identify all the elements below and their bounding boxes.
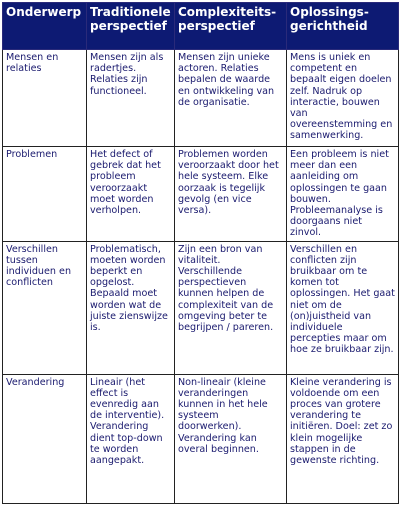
cell-complexiteit: Mensen zijn unieke actoren. Relaties bepalen de waarde en ontwikkeling van de organisatie. (175, 50, 287, 147)
cell-traditioneel: Mensen zijn als radertjes. Relaties zijn functioneel. (87, 50, 175, 147)
cell-oplossing: Verschillen en conflicten zijn bruikbaar om te komen tot oplossingen. Het gaat niet om de (on)juistheid van individuele percepties maar om hoe ze bruikbaar zijn. (287, 241, 399, 374)
table-row (3, 147, 399, 242)
header-oplossing: Oplossings-gerichtheid (287, 3, 399, 50)
cell-traditioneel: Lineair (het effect is evenredig aan de interventie). Verandering dient top-down te worden aangepakt. (87, 374, 175, 503)
cell-complexiteit: Non-lineair (kleine veranderingen kunnen in het hele systeem doorwerken). Verandering kan overal beginnen. (175, 374, 287, 503)
table-row (3, 50, 399, 147)
comparison-table (2, 2, 399, 504)
header-traditioneel: Traditionele perspectief (87, 3, 175, 50)
row-label: Verschillen tussen individuen en conflicten (3, 241, 87, 374)
cell-oplossing: Mens is uniek en competent en bepaalt eigen doelen zelf. Nadruk op interactie, bouwen van overeenstemming en samenwerking. (287, 50, 399, 147)
cell-complexiteit: Zijn een bron van vitaliteit. Verschillende perspectieven kunnen helpen de complexiteit van de omgeving beter te begrijpen / pareren. (175, 241, 287, 374)
cell-complexiteit: Problemen worden veroorzaakt door het hele systeem. Elke oorzaak is tegelijk gevolg (en vice versa). (175, 147, 287, 242)
table-row (3, 241, 399, 374)
row-label: Mensen en relaties (3, 50, 87, 147)
row-label: Problemen (3, 147, 87, 242)
cell-traditioneel: Het defect of gebrek dat het probleem veroorzaakt moet worden verholpen. (87, 147, 175, 242)
row-label: Verandering (3, 374, 87, 503)
header-complexiteit: Complexiteits-perspectief (175, 3, 287, 50)
header-row (3, 3, 399, 50)
table-row (3, 374, 399, 503)
cell-oplossing: Een probleem is niet meer dan een aanleiding om oplossingen te gaan bouwen. Probleemanalyse is doorgaans niet zinvol. (287, 147, 399, 242)
cell-traditioneel: Problematisch, moeten worden beperkt en opgelost. Bepaald moet worden wat de juiste zienswijze is. (87, 241, 175, 374)
header-onderwerp: Onderwerp (3, 3, 87, 50)
cell-oplossing: Kleine verandering is voldoende om een proces van grotere verandering te initiëren. Doel: zet zo klein mogelijke stappen in de gewenste richting. (287, 374, 399, 503)
